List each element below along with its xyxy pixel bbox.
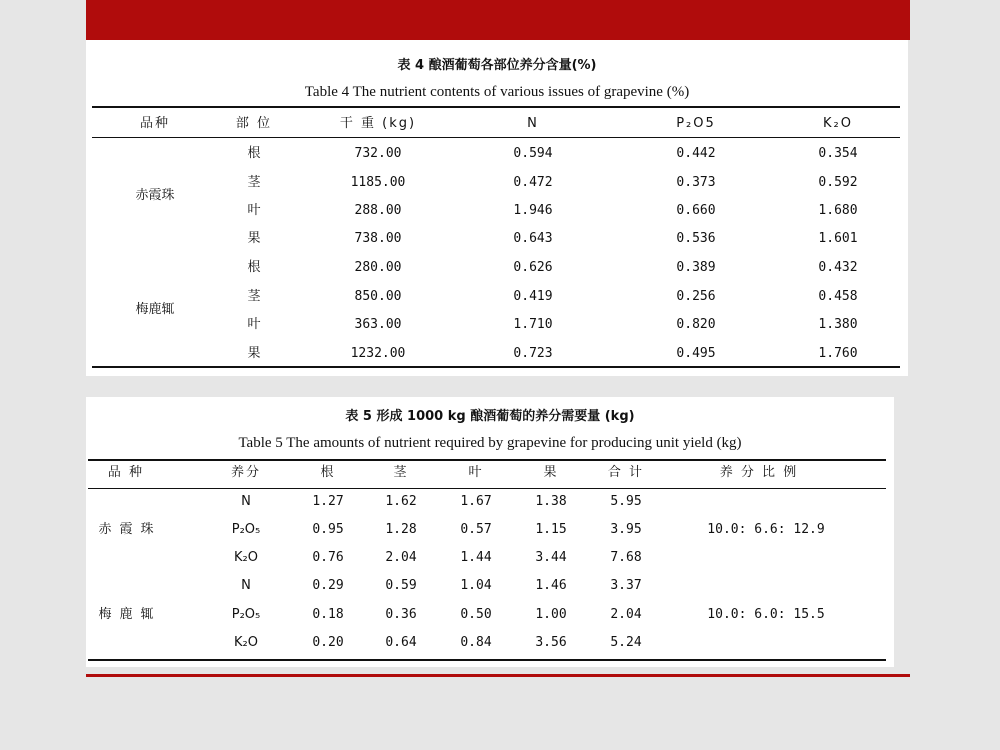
table-5-header-3: 茎 bbox=[393, 465, 409, 480]
table-4-panel bbox=[86, 40, 908, 376]
table-4-cell: 0.536 bbox=[676, 231, 716, 246]
table-5-cell: 1.46 bbox=[535, 578, 567, 593]
table-4-cell: 叶 bbox=[247, 203, 261, 218]
table-5-cell: 1.44 bbox=[460, 550, 492, 565]
table-5-cell: 3.44 bbox=[535, 550, 567, 565]
table-4-bottom-rule bbox=[92, 366, 900, 368]
table-4-cell: 0.354 bbox=[818, 146, 858, 161]
table-5-cell: 0.57 bbox=[460, 522, 492, 537]
table-5-cell: 1.04 bbox=[460, 578, 492, 593]
table-4-cell: 0.660 bbox=[676, 203, 716, 218]
table-4-cell: 0.594 bbox=[513, 146, 553, 161]
table-5-cell: 1.27 bbox=[312, 494, 344, 509]
table-5-variety: 梅鹿辄 bbox=[98, 607, 162, 622]
table-4-cell: 1232.00 bbox=[350, 346, 406, 361]
table-4-caption-cn: 表 4 酿酒葡萄各部位养分含量(%) bbox=[397, 58, 597, 73]
table-5-ratio: 10.0: 6.0: 15.5 bbox=[707, 607, 825, 622]
table-4-variety: 赤霞珠 bbox=[135, 188, 175, 203]
table-4-cell: 1.760 bbox=[818, 346, 858, 361]
table-5-cell: 3.37 bbox=[610, 578, 642, 593]
table-4-cell: 850.00 bbox=[354, 289, 402, 304]
table-5-caption-cn: 表 5 形成 1000 kg 酿酒葡萄的养分需要量 (kg) bbox=[345, 409, 635, 424]
table-5-cell: 0.18 bbox=[312, 607, 344, 622]
table-5-cell: 5.24 bbox=[610, 635, 642, 650]
table-5-header-4: 叶 bbox=[468, 465, 484, 480]
table-4-cell: 0.458 bbox=[818, 289, 858, 304]
table-5-cell: 0.36 bbox=[385, 607, 417, 622]
table-4-cell: 0.256 bbox=[676, 289, 716, 304]
table-4-cell: 363.00 bbox=[354, 317, 402, 332]
table-5-cell: P₂O₅ bbox=[231, 522, 261, 537]
table-4-cell: 1185.00 bbox=[350, 175, 406, 190]
table-5-cell: 7.68 bbox=[610, 550, 642, 565]
table-4-cell: 0.432 bbox=[818, 260, 858, 275]
table-5-cell: 3.95 bbox=[610, 522, 642, 537]
table-5-cell: 0.95 bbox=[312, 522, 344, 537]
table-5-header-1: 养分 bbox=[230, 465, 262, 480]
table-5-ratio: 10.0: 6.6: 12.9 bbox=[707, 522, 825, 537]
table-5-cell: 2.04 bbox=[610, 607, 642, 622]
table-4-top-rule bbox=[92, 106, 900, 108]
table-5-cell: 2.04 bbox=[385, 550, 417, 565]
top-accent-bar bbox=[86, 0, 910, 40]
table-5-cell: 0.76 bbox=[312, 550, 344, 565]
table-5-cell: 0.84 bbox=[460, 635, 492, 650]
table-5-panel bbox=[86, 397, 894, 667]
table-4-header-0: 品种 bbox=[139, 116, 171, 131]
table-5-cell: 0.50 bbox=[460, 607, 492, 622]
table-4-cell: 茎 bbox=[247, 289, 261, 304]
table-4-cell: 0.820 bbox=[676, 317, 716, 332]
table-5-cell: 1.38 bbox=[535, 494, 567, 509]
table-5-cell: P₂O₅ bbox=[231, 607, 261, 622]
table-5-cell: N bbox=[241, 578, 251, 593]
bottom-accent-line bbox=[86, 674, 910, 677]
table-5-cell: 0.20 bbox=[312, 635, 344, 650]
table-4-header-rule bbox=[92, 137, 900, 138]
table-5-cell: 1.28 bbox=[385, 522, 417, 537]
table-5-cell: N bbox=[241, 494, 251, 509]
table-4-cell: 0.389 bbox=[676, 260, 716, 275]
table-4-cell: 1.601 bbox=[818, 231, 858, 246]
table-4-caption-en: Table 4 The nutrient contents of various issues of grapevine (%) bbox=[304, 84, 690, 100]
table-5-cell: 1.62 bbox=[385, 494, 417, 509]
table-4-cell: 根 bbox=[247, 146, 261, 161]
table-5-header-7: 养 分 比 例 bbox=[719, 465, 799, 480]
table-5-cell: 1.67 bbox=[460, 494, 492, 509]
table-5-variety: 赤霞珠 bbox=[98, 522, 162, 537]
table-4-cell: 0.472 bbox=[513, 175, 553, 190]
table-4-cell: 1.710 bbox=[513, 317, 553, 332]
table-5-top-rule bbox=[88, 459, 886, 461]
table-4-cell: 0.643 bbox=[513, 231, 553, 246]
table-4-cell: 叶 bbox=[247, 317, 261, 332]
table-4-cell: 0.373 bbox=[676, 175, 716, 190]
table-5-bottom-rule bbox=[88, 659, 886, 661]
table-5-cell: 1.15 bbox=[535, 522, 567, 537]
table-4-cell: 0.723 bbox=[513, 346, 553, 361]
table-5-cell: 3.56 bbox=[535, 635, 567, 650]
table-5-cell: 0.59 bbox=[385, 578, 417, 593]
table-4-cell: 0.626 bbox=[513, 260, 553, 275]
table-4-cell: 738.00 bbox=[354, 231, 402, 246]
table-4-variety: 梅鹿辄 bbox=[135, 302, 175, 317]
table-5-header-6: 合 计 bbox=[607, 465, 645, 480]
table-4-header-3: N bbox=[527, 116, 539, 131]
table-5-cell: 5.95 bbox=[610, 494, 642, 509]
table-5-header-0: 品 种 bbox=[107, 465, 145, 480]
table-5-cell: 0.64 bbox=[385, 635, 417, 650]
table-5-header-rule bbox=[88, 488, 886, 489]
table-4-cell: 1.380 bbox=[818, 317, 858, 332]
table-4-header-4: P₂O5 bbox=[676, 116, 716, 131]
table-4-header-1: 部 位 bbox=[235, 116, 273, 131]
table-5-cell: 0.29 bbox=[312, 578, 344, 593]
table-5-cell: K₂O bbox=[234, 635, 258, 650]
table-5-header-5: 果 bbox=[543, 465, 559, 480]
table-4-cell: 根 bbox=[247, 260, 261, 275]
table-4-header-5: K₂O bbox=[823, 116, 853, 131]
table-4-cell: 0.495 bbox=[676, 346, 716, 361]
table-4-cell: 1.946 bbox=[513, 203, 553, 218]
table-4-cell: 280.00 bbox=[354, 260, 402, 275]
table-5-header-2: 根 bbox=[320, 465, 336, 480]
table-4-cell: 0.419 bbox=[513, 289, 553, 304]
table-5-caption-en: Table 5 The amounts of nutrient required by grapevine for producing unit yield (kg) bbox=[238, 435, 742, 451]
table-5-cell: K₂O bbox=[234, 550, 258, 565]
table-4-cell: 732.00 bbox=[354, 146, 402, 161]
table-4-cell: 288.00 bbox=[354, 203, 402, 218]
table-4-header-2: 干 重 (kg) bbox=[339, 116, 417, 131]
table-4-cell: 果 bbox=[247, 231, 261, 246]
table-4-cell: 0.592 bbox=[818, 175, 858, 190]
table-4-cell: 1.680 bbox=[818, 203, 858, 218]
table-4-cell: 茎 bbox=[247, 175, 261, 190]
table-5-cell: 1.00 bbox=[535, 607, 567, 622]
table-4-cell: 0.442 bbox=[676, 146, 716, 161]
table-4-cell: 果 bbox=[247, 346, 261, 361]
